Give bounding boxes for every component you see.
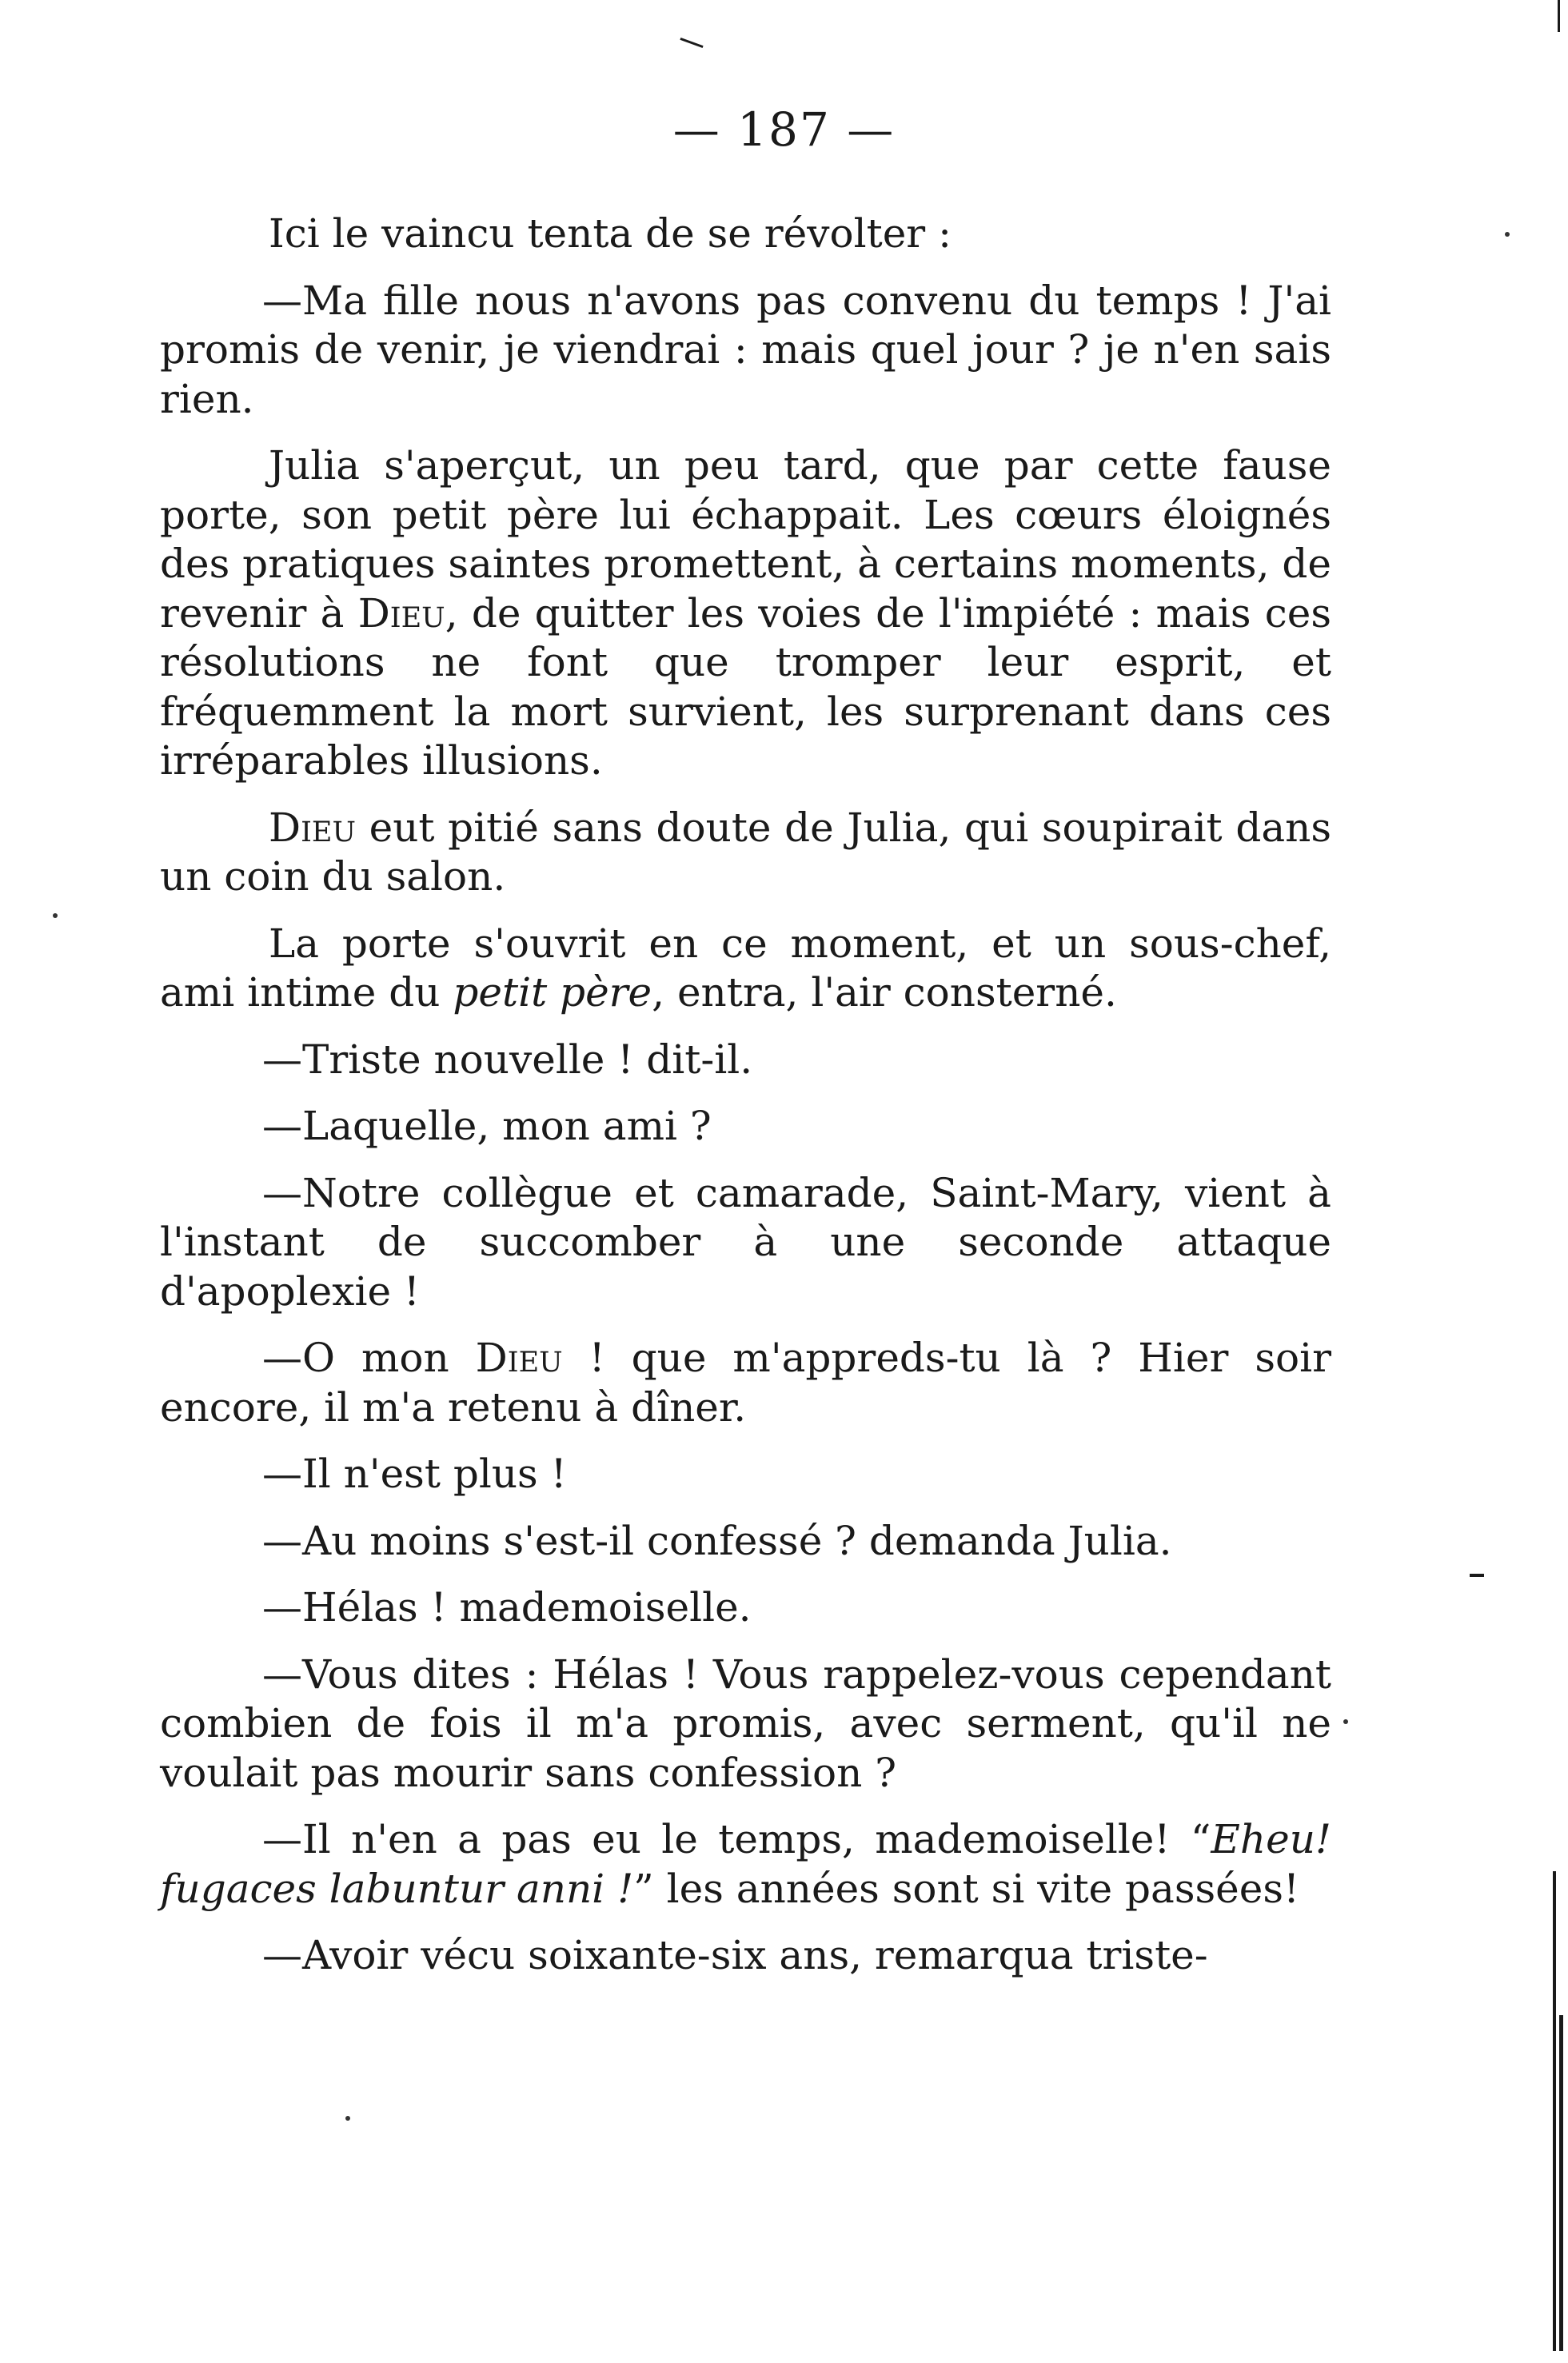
- scan-edge-line: [1553, 1871, 1556, 2351]
- small-caps-word: Dieu: [269, 804, 356, 851]
- dialogue-line: —Laquelle, mon ami ?: [262, 1103, 712, 1149]
- scan-speck: [345, 2116, 350, 2121]
- small-caps-word: Dieu: [475, 1335, 563, 1381]
- paragraph: Julia s'aperçut, un peu tard, que par cette fause porte, son petit père lui échappait. Les cœurs éloignés des pratiques saintes promettent, à certains moments, de revenir à Dieu, de quitter les voies de l'impiété : mais ces résolutions ne font que tromper leur esprit, et fréquemment la mort survient, les surprenant dans ces irréparables illusions.: [160, 442, 1331, 784]
- latin-quote: Eheu! fugaces labuntur anni !: [160, 1816, 1331, 1912]
- paragraph: Ici le vaincu tenta de se révolter :: [269, 210, 952, 257]
- dialogue-line: —Ma fille nous n'avons pas convenu du temps ! J'ai promis de venir, je viendrai : mais quel jour ? je n'en sais rien.: [160, 277, 1331, 422]
- dialogue-line: —Il n'en a pas eu le temps, mademoiselle! “Eheu! fugaces labuntur anni !” les années sont si vite passées!: [160, 1816, 1331, 1912]
- scan-speck: [53, 913, 58, 918]
- body-text: [160, 210, 1331, 1998]
- dialogue-line: —Au moins s'est-il confessé ? demanda Julia.: [262, 1517, 1172, 1564]
- dialogue-line: —Avoir vécu soixante-six ans, remarqua triste-: [262, 1932, 1208, 1978]
- page-number: — 187 —: [672, 102, 896, 157]
- scan-edge-mark: [1470, 1574, 1484, 1577]
- scan-edge-line: [1559, 2015, 1563, 2351]
- dialogue-line: —Il n'est plus !: [262, 1451, 567, 1497]
- dialogue-line: —Vous dites : Hélas ! Vous rappelez-vous cependant combien de fois il m'a promis, avec serment, qu'il ne voulait pas mourir sans confession ?: [160, 1651, 1331, 1796]
- paragraph: La porte s'ouvrit en ce moment, et un sous-chef, ami intime du petit père, entra, l'air consterné.: [160, 920, 1331, 1016]
- dialogue-line: —O mon Dieu ! que m'appreds-tu là ? Hier soir encore, il m'a retenu à dîner.: [160, 1335, 1331, 1431]
- dialogue-line: —Hélas ! mademoiselle.: [262, 1584, 752, 1631]
- italic-phrase: petit père: [453, 969, 652, 1016]
- scan-speck: [1505, 232, 1510, 237]
- paragraph: Dieu eut pitié sans doute de Julia, qui soupirait dans un coin du salon.: [160, 804, 1331, 900]
- scan-edge-mark: [680, 38, 703, 48]
- scan-speck: [1343, 1719, 1348, 1724]
- dialogue-line: —Notre collègue et camarade, Saint-Mary, vient à l'instant de succomber à une seconde attaque d'apoplexie !: [160, 1169, 1331, 1315]
- scan-edge-mark: [1558, 0, 1560, 32]
- small-caps-word: Dieu: [357, 589, 445, 637]
- dialogue-line: —Triste nouvelle ! dit-il.: [262, 1036, 753, 1083]
